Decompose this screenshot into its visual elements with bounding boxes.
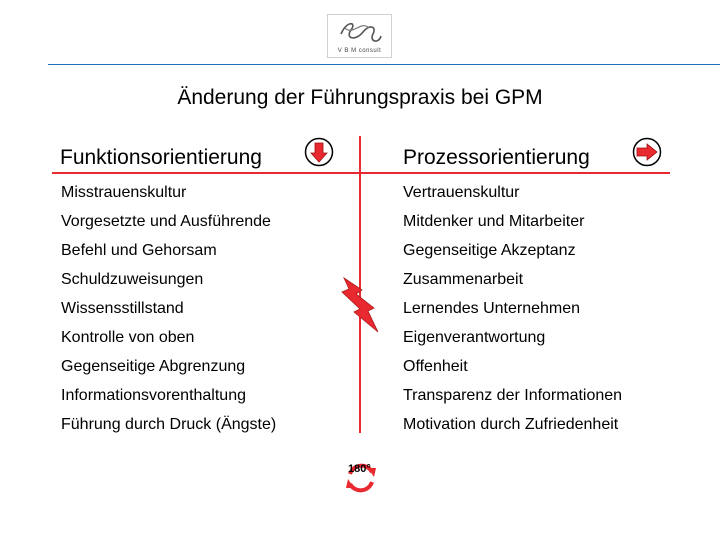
down-arrow-icon: [304, 137, 334, 167]
right-item-4: Zusammenarbeit: [403, 271, 524, 288]
right-item-3: Gegenseitige Akzeptanz: [403, 242, 576, 259]
left-item-4: Schuldzuweisungen: [61, 271, 204, 288]
rotation-label: 180°: [348, 463, 371, 475]
right-item-8: Transparenz der Informationen: [403, 387, 623, 404]
horizontal-divider: [52, 172, 670, 174]
right-heading: Prozessorientierung: [403, 146, 590, 169]
right-item-7: Offenheit: [403, 358, 468, 375]
right-item-5: Lernendes Unternehmen: [403, 300, 581, 317]
right-item-1: Vertrauenskultur: [403, 184, 520, 201]
left-item-5: Wissensstillstand: [61, 300, 184, 317]
left-item-7: Gegenseitige Abgrenzung: [61, 358, 246, 375]
right-arrow-icon: [632, 137, 662, 167]
right-item-9: Motivation durch Zufriedenheit: [403, 416, 619, 433]
left-item-2: Vorgesetzte und Ausführende: [61, 213, 271, 230]
vbm-consult-logo: [327, 14, 392, 58]
left-item-3: Befehl und Gehorsam: [61, 242, 217, 259]
top-rule: [48, 64, 720, 65]
svg-text:V B M consult: V B M consult: [337, 48, 382, 54]
right-item-6: Eigenverantwortung: [403, 329, 546, 346]
left-item-9: Führung durch Druck (Ängste): [61, 416, 277, 433]
left-item-6: Kontrolle von oben: [61, 329, 195, 346]
page-title: Änderung der Führungspraxis bei GPM: [177, 86, 543, 109]
left-item-8: Informationsvorenthaltung: [61, 387, 246, 404]
left-heading: Funktionsorientierung: [60, 146, 262, 169]
lightning-bolt-icon: [340, 276, 380, 334]
right-item-2: Mitdenker und Mitarbeiter: [403, 213, 585, 230]
left-item-1: Misstrauenskultur: [61, 184, 187, 201]
